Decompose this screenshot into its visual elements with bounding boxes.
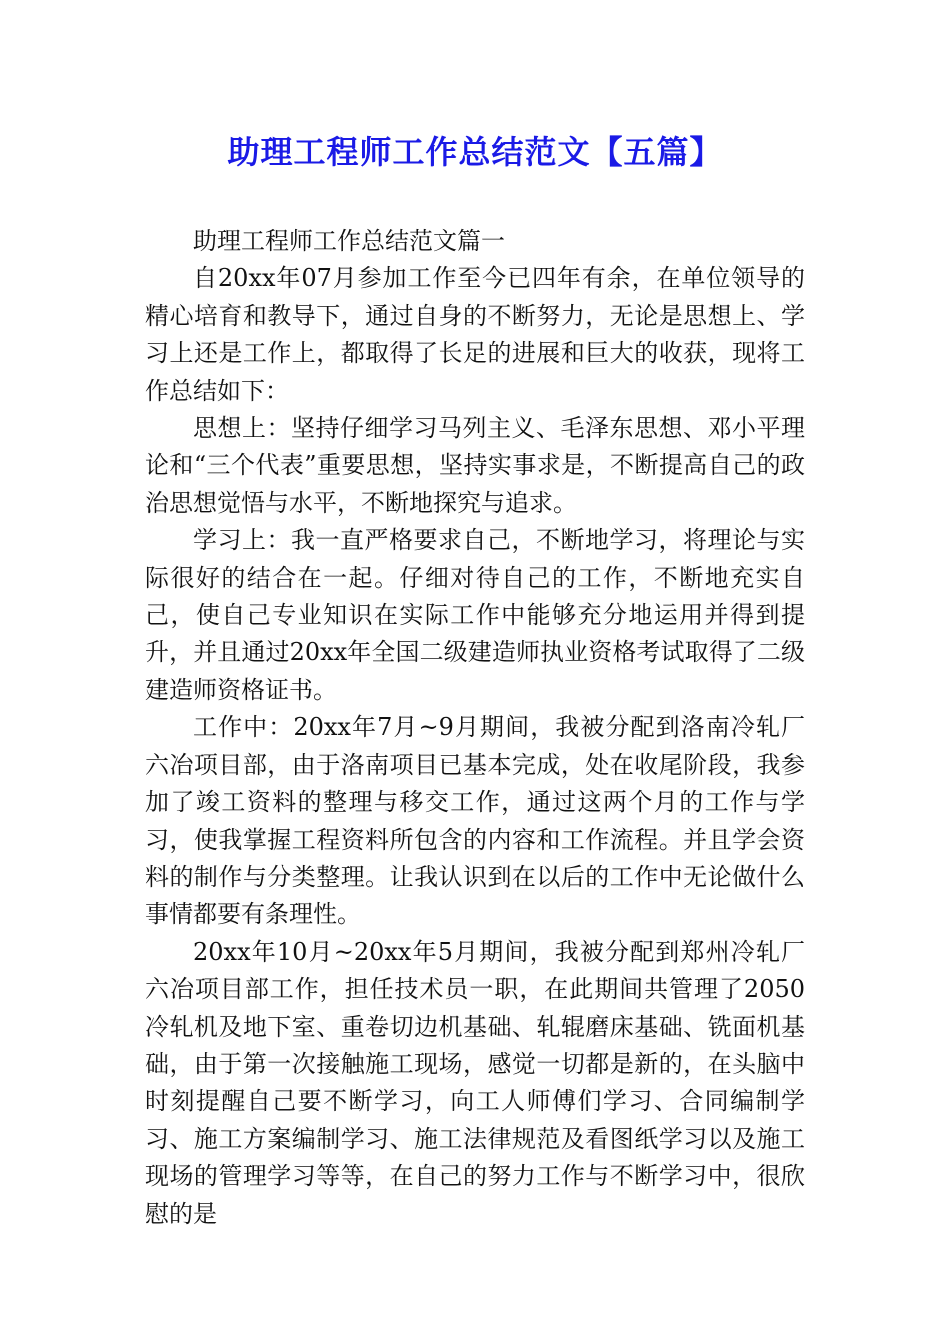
document-body	[145, 223, 805, 1233]
paragraph-work-zhengzhou: 20xx年10月~20xx年5月期间，我被分配到郑州冷轧厂六冶项目部工作，担任技术员一职，在此期间共管理了2050冷轧机及地下室、重卷切边机基础、轧辊磨床基础、铣面机基础，由于第一次接触施工现场，感觉一切都是新的，在头脑中时刻提醒自己要不断学习，向工人师傅们学习、合同编制学习、施工方案编制学习、施工法律规范及看图纸学习以及施工现场的管理学习等等，在自己的努力工作与不断学习中，很欣慰的是	[145, 937, 805, 1228]
document-title: 助理工程师工作总结范文【五篇】	[227, 133, 723, 171]
paragraph-intro: 自20xx年07月参加工作至今已四年有余，在单位领导的精心培育和教导下，通过自身的不断努力，无论是思想上、学习上还是工作上，都取得了长足的进展和巨大的收获，现将工作总结如下：	[145, 264, 805, 405]
paragraph-work-luonan: 工作中：20xx年7月~9月期间，我被分配到洛南冷轧厂六冶项目部，由于洛南项目已基本完成，处在收尾阶段，我参加了竣工资料的整理与移交工作，通过这两个月的工作与学习，使我掌握工程资料所包含的内容和工作流程。并且学会资料的制作与分类整理。让我认识到在以后的工作中无论做什么事情都要有条理性。	[145, 713, 805, 929]
paragraph-study: 学习上：我一直严格要求自己，不断地学习，将理论与实际很好的结合在一起。仔细对待自己的工作，不断地充实自己，使自己专业知识在实际工作中能够充分地运用并得到提升，并且通过20xx年全国二级建造师执业资格考试取得了二级建造师资格证书。	[145, 526, 805, 704]
section-heading: 助理工程师工作总结范文篇一	[193, 227, 505, 255]
paragraph-ideology: 思想上：坚持仔细学习马列主义、毛泽东思想、邓小平理论和“三个代表”重要思想，坚持实事求是，不断提高自己的政治思想觉悟与水平，不断地探究与追求。	[145, 414, 805, 517]
